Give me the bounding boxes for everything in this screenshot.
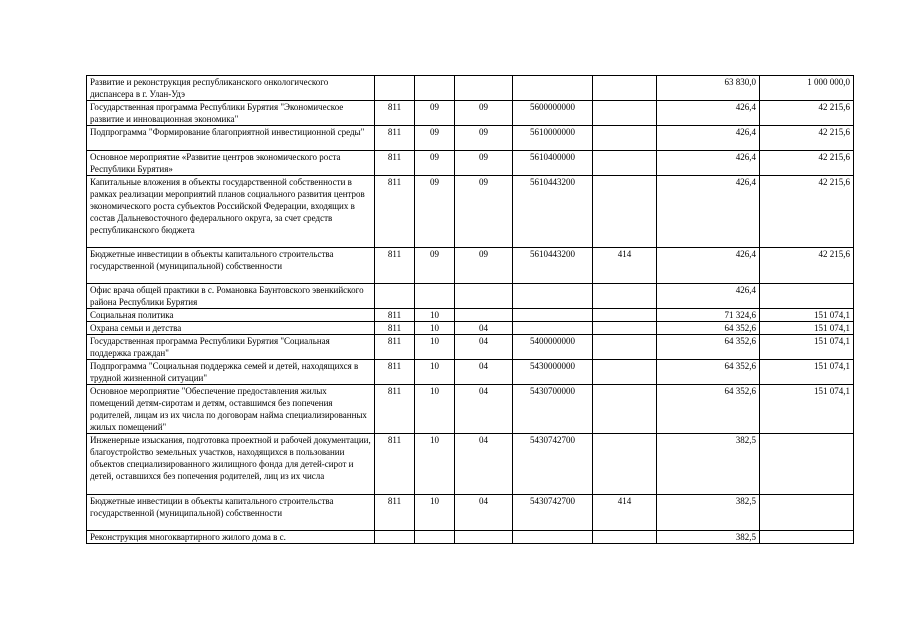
target-article-cell: 5610443200 xyxy=(513,176,593,248)
expense-type-cell xyxy=(593,126,657,151)
amount-1-cell: 64 352,6 xyxy=(657,335,760,360)
grbs-code-cell: 811 xyxy=(375,309,415,322)
table-row xyxy=(87,151,854,176)
amount-2-cell: 151 074,1 xyxy=(760,360,854,385)
item-name-cell: Капитальные вложения в объекты государственной собственности в рамках реализации мероприятий планов социального развития центров экономического роста субъектов Российской Федерации, входящих в состав Дальневосточного федерального округа, за счет средств республиканского бюджета xyxy=(87,176,375,248)
expense-type-cell xyxy=(593,531,657,544)
target-article-cell: 5610400000 xyxy=(513,151,593,176)
amount-1-cell: 64 352,6 xyxy=(657,322,760,335)
section-code-cell: 10 xyxy=(415,322,455,335)
subsection-code-cell: 09 xyxy=(455,176,513,248)
grbs-code-cell xyxy=(375,76,415,101)
amount-1-cell: 382,5 xyxy=(657,495,760,531)
table-row xyxy=(87,126,854,151)
grbs-code-cell: 811 xyxy=(375,101,415,126)
subsection-code-cell: 09 xyxy=(455,101,513,126)
table-row xyxy=(87,495,854,531)
amount-1-cell: 382,5 xyxy=(657,531,760,544)
expense-type-cell xyxy=(593,434,657,495)
subsection-code-cell: 09 xyxy=(455,126,513,151)
grbs-code-cell: 811 xyxy=(375,335,415,360)
amount-2-cell xyxy=(760,434,854,495)
grbs-code-cell: 811 xyxy=(375,151,415,176)
amount-2-cell: 42 215,6 xyxy=(760,101,854,126)
subsection-code-cell: 04 xyxy=(455,495,513,531)
table-row xyxy=(87,284,854,309)
table-row xyxy=(87,385,854,434)
subsection-code-cell: 04 xyxy=(455,322,513,335)
amount-2-cell xyxy=(760,284,854,309)
target-article-cell xyxy=(513,284,593,309)
item-name-cell: Бюджетные инвестиции в объекты капитального строительства государственной (муниципальной) собственности xyxy=(87,495,375,531)
amount-1-cell: 426,4 xyxy=(657,248,760,284)
item-name-cell: Подпрограмма "Социальная поддержка семей и детей, находящихся в трудной жизненной ситуации" xyxy=(87,360,375,385)
expense-type-cell xyxy=(593,284,657,309)
subsection-code-cell: 04 xyxy=(455,385,513,434)
grbs-code-cell xyxy=(375,284,415,309)
subsection-code-cell xyxy=(455,531,513,544)
table-row xyxy=(87,335,854,360)
target-article-cell: 5430742700 xyxy=(513,434,593,495)
table-row xyxy=(87,322,854,335)
amount-1-cell: 382,5 xyxy=(657,434,760,495)
amount-1-cell: 63 830,0 xyxy=(657,76,760,101)
grbs-code-cell: 811 xyxy=(375,126,415,151)
target-article-cell xyxy=(513,531,593,544)
table-row xyxy=(87,434,854,495)
target-article-cell xyxy=(513,322,593,335)
amount-2-cell xyxy=(760,495,854,531)
amount-2-cell: 42 215,6 xyxy=(760,126,854,151)
section-code-cell xyxy=(415,76,455,101)
item-name-cell: Офис врача общей практики в с. Романовка Баунтовского эвенкийского района Республики Бурятия xyxy=(87,284,375,309)
subsection-code-cell: 04 xyxy=(455,335,513,360)
item-name-cell: Основное мероприятие "Обеспечение предоставления жилых помещений детям-сиротам и детям, оставшимся без попечения родителей, лицам из их числа по договорам найма специализированных жилых помещений" xyxy=(87,385,375,434)
section-code-cell: 09 xyxy=(415,248,455,284)
amount-1-cell: 426,4 xyxy=(657,126,760,151)
amount-2-cell: 151 074,1 xyxy=(760,322,854,335)
amount-2-cell: 151 074,1 xyxy=(760,385,854,434)
section-code-cell: 09 xyxy=(415,126,455,151)
subsection-code-cell xyxy=(455,309,513,322)
amount-2-cell: 42 215,6 xyxy=(760,248,854,284)
table-row xyxy=(87,360,854,385)
grbs-code-cell: 811 xyxy=(375,434,415,495)
expense-type-cell xyxy=(593,385,657,434)
table-row xyxy=(87,248,854,284)
item-name-cell: Государственная программа Республики Бурятия "Социальная поддержка граждан" xyxy=(87,335,375,360)
subsection-code-cell: 04 xyxy=(455,360,513,385)
amount-2-cell: 151 074,1 xyxy=(760,335,854,360)
amount-2-cell: 1 000 000,0 xyxy=(760,76,854,101)
section-code-cell: 09 xyxy=(415,151,455,176)
table-row xyxy=(87,531,854,544)
table-row xyxy=(87,76,854,101)
target-article-cell: 5600000000 xyxy=(513,101,593,126)
amount-2-cell: 42 215,6 xyxy=(760,151,854,176)
grbs-code-cell: 811 xyxy=(375,495,415,531)
table-row xyxy=(87,176,854,248)
expense-type-cell: 414 xyxy=(593,248,657,284)
expense-type-cell xyxy=(593,322,657,335)
section-code-cell: 10 xyxy=(415,385,455,434)
amount-1-cell: 64 352,6 xyxy=(657,360,760,385)
budget-document-page xyxy=(86,75,854,544)
section-code-cell: 09 xyxy=(415,101,455,126)
item-name-cell: Бюджетные инвестиции в объекты капитального строительства государственной (муниципальной) собственности xyxy=(87,248,375,284)
amount-1-cell: 426,4 xyxy=(657,101,760,126)
expense-type-cell xyxy=(593,76,657,101)
grbs-code-cell: 811 xyxy=(375,322,415,335)
table-row xyxy=(87,309,854,322)
amount-1-cell: 426,4 xyxy=(657,284,760,309)
item-name-cell: Подпрограмма "Формирование благоприятной инвестиционной среды" xyxy=(87,126,375,151)
expense-type-cell xyxy=(593,309,657,322)
amount-1-cell: 71 324,6 xyxy=(657,309,760,322)
expense-type-cell xyxy=(593,176,657,248)
amount-2-cell: 42 215,6 xyxy=(760,176,854,248)
section-code-cell: 10 xyxy=(415,360,455,385)
expense-type-cell xyxy=(593,101,657,126)
target-article-cell: 5430742700 xyxy=(513,495,593,531)
section-code-cell: 10 xyxy=(415,335,455,360)
target-article-cell: 5610443200 xyxy=(513,248,593,284)
amount-2-cell xyxy=(760,531,854,544)
amount-2-cell: 151 074,1 xyxy=(760,309,854,322)
amount-1-cell: 426,4 xyxy=(657,176,760,248)
expense-type-cell xyxy=(593,335,657,360)
grbs-code-cell: 811 xyxy=(375,360,415,385)
subsection-code-cell: 04 xyxy=(455,434,513,495)
target-article-cell: 5430700000 xyxy=(513,385,593,434)
grbs-code-cell xyxy=(375,531,415,544)
target-article-cell xyxy=(513,309,593,322)
item-name-cell: Развитие и реконструкция республиканского онкологического диспансера в г. Улан-Удэ xyxy=(87,76,375,101)
expense-type-cell xyxy=(593,360,657,385)
section-code-cell: 10 xyxy=(415,309,455,322)
amount-1-cell: 64 352,6 xyxy=(657,385,760,434)
amount-1-cell: 426,4 xyxy=(657,151,760,176)
target-article-cell: 5430000000 xyxy=(513,360,593,385)
grbs-code-cell: 811 xyxy=(375,385,415,434)
item-name-cell: Охрана семьи и детства xyxy=(87,322,375,335)
section-code-cell xyxy=(415,531,455,544)
target-article-cell: 5610000000 xyxy=(513,126,593,151)
item-name-cell: Социальная политика xyxy=(87,309,375,322)
section-code-cell xyxy=(415,284,455,309)
section-code-cell: 09 xyxy=(415,176,455,248)
subsection-code-cell: 09 xyxy=(455,248,513,284)
item-name-cell: Основное мероприятие «Развитие центров экономического роста Республики Бурятия» xyxy=(87,151,375,176)
grbs-code-cell: 811 xyxy=(375,176,415,248)
section-code-cell: 10 xyxy=(415,434,455,495)
target-article-cell: 5400000000 xyxy=(513,335,593,360)
target-article-cell xyxy=(513,76,593,101)
expense-type-cell xyxy=(593,151,657,176)
section-code-cell: 10 xyxy=(415,495,455,531)
budget-table xyxy=(86,75,854,544)
table-row xyxy=(87,101,854,126)
item-name-cell: Государственная программа Республики Бурятия "Экономическое развитие и инновационная экономика" xyxy=(87,101,375,126)
item-name-cell: Инженерные изыскания, подготовка проектной и рабочей документации, благоустройство земельных участков, находящихся в пользовании объектов специализированного жилищного фонда для детей-сирот и детей, оставшихся без попечения родителей, лиц из их числа xyxy=(87,434,375,495)
item-name-cell: Реконструкция многоквартирного жилого дома в с. xyxy=(87,531,375,544)
subsection-code-cell xyxy=(455,284,513,309)
grbs-code-cell: 811 xyxy=(375,248,415,284)
subsection-code-cell: 09 xyxy=(455,151,513,176)
subsection-code-cell xyxy=(455,76,513,101)
expense-type-cell: 414 xyxy=(593,495,657,531)
